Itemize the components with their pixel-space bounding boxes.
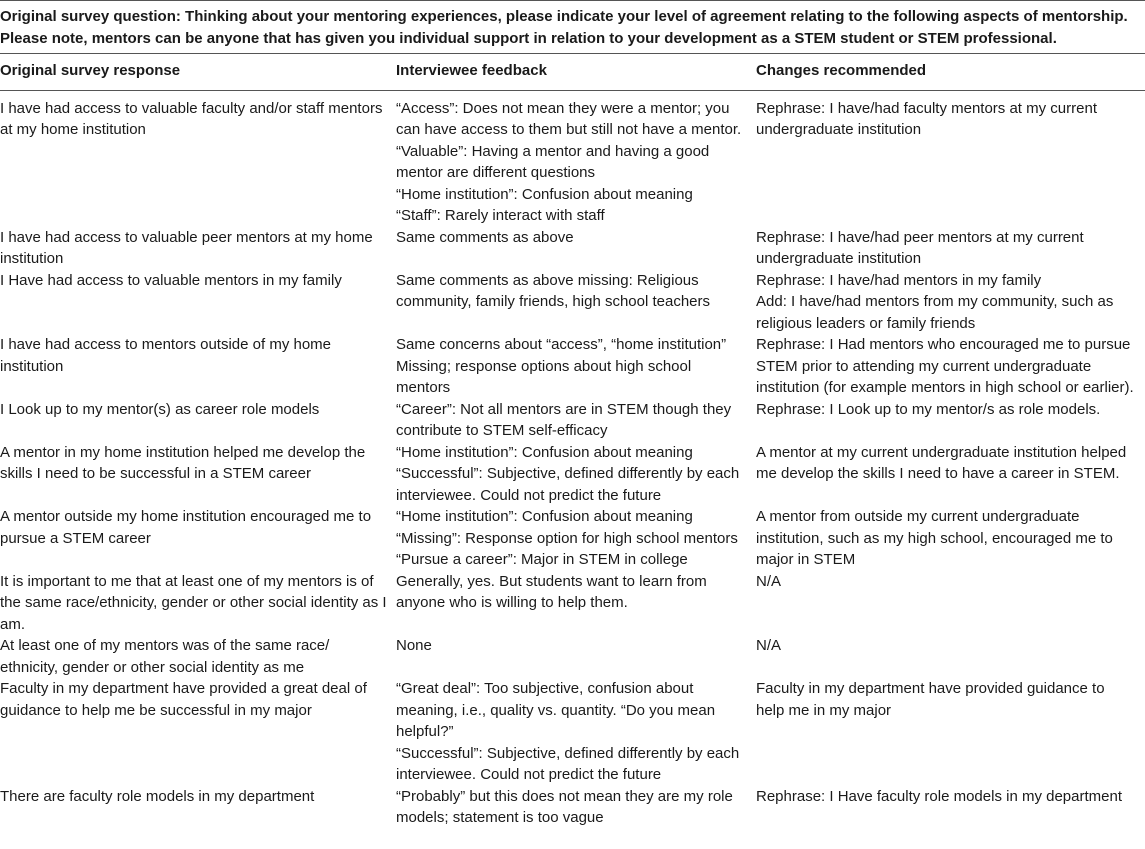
response-text: I have had access to valuable peer mentors at my home institution [0,228,373,267]
response-cell [0,786,396,829]
feedback-text: None [396,637,432,654]
response-text: I have had access to mentors outside of my home institution [0,336,332,375]
table-row [0,90,1145,227]
changes-text: Rephrase: I Have faculty role models in my department [756,787,1122,805]
changes-cell [756,399,1145,442]
response-cell [0,270,396,335]
feedback-text: “Valuable”: Having a mentor and having a good mentor are different questions [396,142,710,181]
feedback-text: “Successful”: Subjective, defined differently by each interviewee. Could not predict the future [396,744,740,783]
response-cell [0,334,396,399]
response-text: I Have had access to valuable mentors in my family [0,271,342,289]
changes-text: N/A [756,637,782,654]
response-text: At least one of my mentors was of the same race/ ethnicity, gender or other social identity as me [0,637,330,676]
feedback-cell [396,506,756,571]
feedback-text: “Great deal”: Too subjective, confusion about meaning, i.e., quality vs. quantity. “Do you mean helpful?” [396,680,716,740]
changes-text: Add: I have/had mentors from my community, such as religious leaders or family friends [756,293,1114,332]
changes-cell [756,442,1145,507]
response-cell [0,506,396,571]
feedback-cell [396,227,756,270]
feedback-cell [396,786,756,829]
changes-cell [756,635,1145,678]
changes-cell [756,227,1145,270]
header-changes: Changes recommended [756,54,1145,90]
feedback-cell [396,334,756,399]
feedback-text: “Home institution”: Confusion about meaning [396,443,693,461]
feedback-text: “Successful”: Subjective, defined differently by each interviewee. Could not predict the future [396,465,740,504]
changes-cell [756,678,1145,786]
feedback-cell [396,442,756,507]
response-text: A mentor outside my home institution encouraged me to pursue a STEM career [0,508,372,547]
feedback-text: Generally, yes. But students want to learn from anyone who is willing to help them. [396,572,707,611]
table-caption [0,1,1145,54]
changes-cell [756,270,1145,335]
changes-cell [756,571,1145,636]
changes-cell [756,334,1145,399]
caption-line-2: Please note, mentors can be anyone that has given you individual support in relation to your development as a STEM student or STEM professional. [0,29,1057,47]
changes-cell [756,90,1145,227]
feedback-text: Missing; response options about high school mentors [396,357,692,396]
header-row [0,54,1145,90]
response-text: It is important to me that at least one of my mentors is of the same race/ethnicity, gender or other social identity as I am. [0,572,387,633]
table-row [0,442,1145,507]
changes-cell [756,786,1145,829]
changes-text: Rephrase: I have/had faculty mentors at my current undergraduate institution [756,99,1097,138]
feedback-cell [396,90,756,227]
feedback-cell [396,678,756,786]
feedback-cell [396,399,756,442]
response-text: Faculty in my department have provided a great deal of guidance to help me be successful in my major [0,680,367,719]
changes-text: Rephrase: I have/had peer mentors at my current undergraduate institution [756,228,1084,267]
table-row [0,270,1145,335]
table-row [0,334,1145,399]
feedback-text: “Career”: Not all mentors are in STEM though they contribute to STEM self-efficacy [396,400,732,439]
response-text: A mentor in my home institution helped me develop the skills I need to be successful in a STEM career [0,443,366,482]
feedback-text: “Access”: Does not mean they were a mentor; you can have access to them but still not have a mentor. [396,99,742,138]
header-feedback: Interviewee feedback [396,54,756,90]
caption-line-1: Original survey question: Thinking about your mentoring experiences, please indicate your level of agreement relating to the following aspects of mentorship. [0,8,1128,25]
feedback-text: Same concerns about “access”, “home institution” [396,336,727,353]
table-row [0,399,1145,442]
changes-text: A mentor at my current undergraduate institution helped me develop the skills I need to have a career in STEM. [756,443,1127,482]
changes-cell [756,506,1145,571]
feedback-text: “Pursue a career”: Major in STEM in college [396,551,688,568]
changes-text: N/A [756,572,782,590]
response-cell [0,227,396,270]
changes-text: Faculty in my department have provided guidance to help me in my major [756,680,1105,719]
changes-text: Rephrase: I have/had mentors in my family [756,271,1042,289]
table-row [0,227,1145,270]
table-row [0,571,1145,636]
feedback-text: “Home institution”: Confusion about meaning [396,508,693,525]
table-body [0,90,1145,829]
response-text: I Look up to my mentor(s) as career role models [0,400,320,418]
feedback-cell [396,571,756,636]
response-cell [0,635,396,678]
feedback-text: Same comments as above missing: Religious community, family friends, high school teachers [396,271,711,310]
table-row [0,786,1145,829]
response-text: I have had access to valuable faculty and/or staff mentors at my home institution [0,99,383,138]
response-cell [0,678,396,786]
feedback-text: “Staff”: Rarely interact with staff [396,207,605,224]
feedback-text: “Missing”: Response option for high school mentors [396,529,738,547]
header-response: Original survey response [0,54,396,90]
response-cell [0,571,396,636]
changes-text: A mentor from outside my current undergraduate institution, such as my high school, encouraged me to major in STEM [756,508,1113,568]
survey-table [0,54,1145,829]
feedback-text: Same comments as above [396,228,574,246]
response-cell [0,399,396,442]
response-cell [0,90,396,227]
table-row [0,506,1145,571]
changes-text: Rephrase: I Look up to my mentor/s as role models. [756,400,1101,418]
feedback-cell [396,270,756,335]
table-row [0,678,1145,786]
feedback-cell [396,635,756,678]
feedback-text: “Home institution”: Confusion about meaning [396,185,693,203]
changes-text: Rephrase: I Had mentors who encouraged me to pursue STEM prior to attending my current undergraduate institution (for example mentors in high school or earlier). [756,336,1134,396]
feedback-text: “Probably” but this does not mean they are my role models; statement is too vague [396,787,733,826]
table-row [0,635,1145,678]
response-cell [0,442,396,507]
response-text: There are faculty role models in my department [0,787,315,805]
